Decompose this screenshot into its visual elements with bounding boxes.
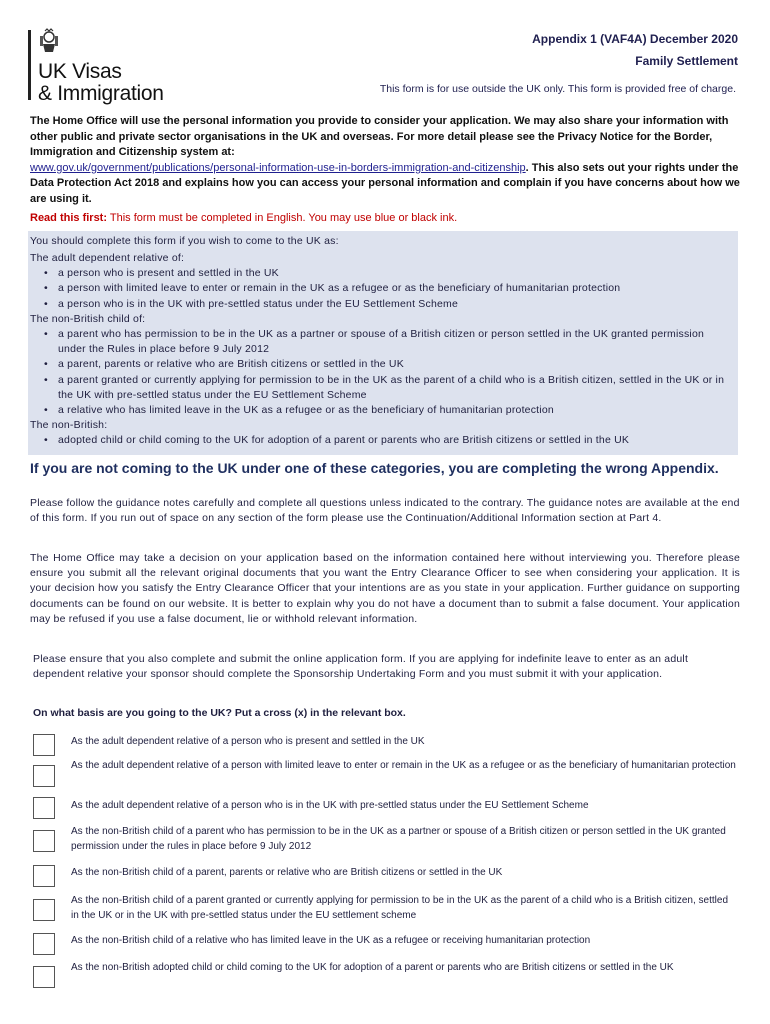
list-item: • a person with limited leave to enter or remain in the UK as a refugee or as the beneficiary of humanitarian protection [30,281,730,296]
guidance-paragraph: Please follow the guidance notes carefully and complete all questions unless indicated to the contrary. The guidance notes are available at the end of this form. If you run out of space on any section of the form please use the Continuation/Additional Information section at Part 4. [30,497,740,525]
group3-title: The non-British: [30,419,108,432]
royal-crest-icon [38,28,60,54]
option-checkbox[interactable] [33,865,55,887]
option-label: As the adult dependent relative of a person who is present and settled in the UK [71,736,425,747]
list-item: • a parent, parents or relative who are British citizens or settled in the UK [30,357,730,372]
option-label: As the non-British child of a relative who has limited leave in the UK as a refugee or receiving humanitarian protection [71,935,591,946]
list-item: • a relative who has limited leave in the UK as a refugee or as the beneficiary of humanitarian protection [30,403,730,418]
option-checkbox[interactable] [33,933,55,955]
online-form-paragraph: Please ensure that you also complete and submit the online application form. If you are applying for indefinite leave to enter as an adult dependent relative your sponsor should complete the Sponsorship Undertaking Form and you must submit it with your application. [33,653,689,681]
option-checkbox[interactable] [33,765,55,787]
option-checkbox[interactable] [33,899,55,921]
option-label: As the non-British adopted child or child coming to the UK for adoption of a parent or parents who are British citizens or settled in the UK [71,962,674,973]
list-item: • a person who is in the UK with pre-settled status under the EU Settlement Scheme [30,297,730,312]
privacy-link[interactable]: www.gov.uk/government/publications/personal-information-use-in-borders-immigration-and-citizenship [30,161,526,174]
decision-paragraph: The Home Office may take a decision on your application based on the information contained here without interviewing you. Therefore please ensure you submit all the relevant original documents that you want the Entry Clearance Officer to see when considering your application. It is your decision how you satisfy the Entry Clearance Officer that your intentions are as you state in your application. Further guidance on supporting documents can be found on our website. It is better to explain why you do not have a document than to submit a false document. Your application may be refused if you use a false document, lie or withhold relevant information. [30,552,740,625]
option-checkbox[interactable] [33,830,55,852]
option-label: As the non-British child of a parent, parents or relative who are British citizens or settled in the UK [71,867,503,878]
option-label: As the adult dependent relative of a person with limited leave to enter or remain in the UK as a refugee or as the beneficiary of humanitarian protection [71,760,736,771]
privacy-text-1: The Home Office will use the personal information you provide to consider your application. We may also share your information with other public and private sector organisations in the UK and overseas. For more detail please see the Privacy Notice for the Border, Immigration and Citizenship system at: [30,115,729,158]
option-checkbox[interactable] [33,797,55,819]
uk-visas-logo [28,28,163,104]
logo-line-2: & Immigration [38,82,164,105]
option-label: As the non-British child of a parent granted or currently applying for permission to be in the UK as the parent of a child who is a British citizen, settled in the UK or in the UK with pre-settled status under the EU settlement scheme [71,895,729,921]
logo-bar [28,30,31,100]
group2-title: The non-British child of: [30,312,146,325]
logo-line-1: UK Visas [38,60,122,83]
option-label: As the adult dependent relative of a person who is in the UK with pre-settled status under the EU Settlement Scheme [71,800,589,811]
eligibility-intro: You should complete this form if you wish to come to the UK as: [30,235,339,247]
read-first-text: This form must be completed in English. You may use blue or black ink. [107,212,458,224]
group1-title: The adult dependent relative of: [30,252,185,264]
option-checkbox[interactable] [33,966,55,988]
read-first-notice [30,212,457,224]
eligibility-list [30,251,730,449]
privacy-notice [30,114,740,207]
list-item: • a parent granted or currently applying for permission to be in the UK as the parent of a child who is a British citizen, settled in the UK or in the UK with pre-settled status under the EU Settlement Scheme [30,373,730,403]
wrong-appendix-warning: If you are not coming to the UK under one of these categories, you are completing the wrong Appendix. [30,460,719,476]
list-item: • adopted child or child coming to the UK for adoption of a parent or parents who are British citizens or settled in the UK [30,433,730,448]
appendix-title: Appendix 1 (VAF4A) December 2020 [532,32,738,46]
list-item: • a person who is present and settled in the UK [30,266,730,281]
option-checkbox[interactable] [33,734,55,756]
basis-question: On what basis are you going to the UK? Put a cross (x) in the relevant box. [33,707,406,719]
form-note: This form is for use outside the UK only. This form is provided free of charge. [379,83,736,95]
privacy-text-2: . This also sets out your rights under the Data Protection Act 2018 and explains how you can access your personal information and complain if you have concerns about how we are using it. [30,161,740,205]
eligibility-box [28,231,738,455]
read-first-label: Read this first: [30,212,108,224]
option-label: As the non-British child of a parent who has permission to be in the UK as a partner or spouse of a British citizen or person settled in the UK granted permission under the rules in place before 9 July 2012 [71,826,726,852]
list-item: • a parent who has permission to be in the UK as a partner or spouse of a British citizen or person settled in the UK granted permission under the Rules in place before 9 July 2012 [30,327,730,357]
form-subtitle: Family Settlement [635,54,738,68]
